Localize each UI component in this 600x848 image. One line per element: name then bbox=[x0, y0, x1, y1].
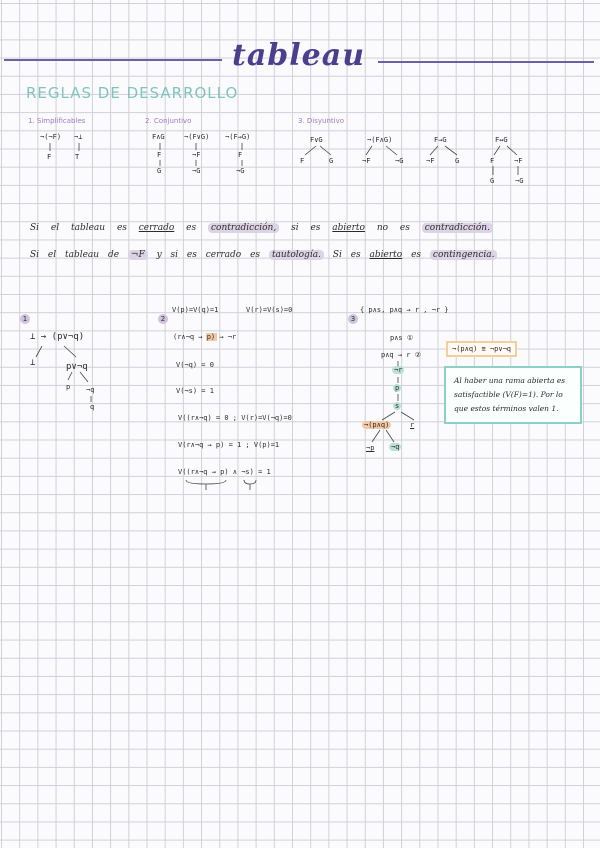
ex3-header: { p∧s, p∧q → r , ¬r } bbox=[360, 306, 449, 314]
conj-c2-1: ¬F bbox=[192, 151, 201, 159]
ex2-line-4: V((r∧¬q) = 0 ; V(r)=V(¬q)=0 bbox=[178, 414, 292, 422]
s2-b: ¬F bbox=[128, 250, 148, 260]
s1-h: contradicción. bbox=[422, 223, 493, 233]
s2-e: es bbox=[250, 250, 261, 260]
page-title: tableau bbox=[232, 38, 366, 73]
ex2-line-5: V(r∧¬q → p) = 1 ; V(p)=1 bbox=[178, 441, 280, 449]
disy-t2-root: ¬(F∧G) bbox=[367, 136, 393, 144]
conj-c2-0: ¬(F∨G) bbox=[184, 133, 210, 141]
disy-t4-root: F↔G bbox=[495, 136, 508, 144]
ex1-leaf-p: p bbox=[66, 383, 71, 391]
ex3-equivalence: ¬(p∧q) ≡ ¬p∨¬q bbox=[446, 341, 517, 357]
ex2-braces bbox=[176, 478, 276, 498]
s2-j: contingencia. bbox=[430, 250, 498, 260]
sentence-1 bbox=[30, 223, 493, 233]
simp-col2-top: ¬⊥ bbox=[74, 133, 83, 141]
conj-c1-1: F bbox=[157, 151, 162, 159]
conj-c3-0: ¬(F→G) bbox=[225, 133, 251, 141]
s2-f: tautología. bbox=[269, 250, 324, 260]
ex1-leaf-nq: ¬q bbox=[86, 386, 95, 394]
disy-t4-l2: G bbox=[490, 177, 495, 185]
s1-a: Si el tableau es bbox=[30, 223, 127, 233]
ex1-number: 1 bbox=[20, 306, 30, 325]
disy-t3-r: G bbox=[455, 157, 460, 165]
disy-t1-r: G bbox=[329, 157, 334, 165]
s2-h: abierto bbox=[369, 250, 403, 260]
disy-t2-l: ¬F bbox=[362, 157, 371, 165]
ex3-node-2: p∧q → r ② bbox=[381, 351, 421, 359]
conj-c3-2: ¬G bbox=[236, 167, 245, 175]
ex3-node-1: p∧s ① bbox=[390, 334, 414, 342]
s2-d: cerrado bbox=[205, 250, 242, 260]
ex1-right: p∨¬q bbox=[66, 362, 88, 372]
conj-c2-2: ¬G bbox=[192, 167, 201, 175]
ex2-line-6: V((r∧¬q → p) ∧ ¬s) = 1 bbox=[178, 468, 271, 476]
s1-b: cerrado bbox=[138, 223, 175, 233]
ex2-number: 2 bbox=[158, 306, 168, 325]
ex2-header-b: V(r)=V(s)=0 bbox=[246, 306, 293, 314]
s2-a: Si el tableau de bbox=[30, 250, 120, 260]
conj-c1-2: G bbox=[157, 167, 162, 175]
ex3-node-3: ¬r bbox=[394, 366, 403, 374]
rule-label-disyuntivo: 3. Disyuntivo bbox=[298, 117, 345, 125]
s2-i: es bbox=[411, 250, 422, 260]
ex1-leaf-q: q bbox=[90, 403, 95, 411]
s1-e: si es bbox=[291, 223, 321, 233]
ex3-node-7: r bbox=[410, 421, 415, 429]
disy-t2-r: ¬G bbox=[395, 157, 404, 165]
disy-t1-l: F bbox=[300, 157, 305, 165]
conj-c3-1: F bbox=[238, 151, 243, 159]
ex3-node-8: ¬p bbox=[366, 444, 375, 452]
disy-t3-l: ¬F bbox=[426, 157, 435, 165]
ex3-number: 3 bbox=[348, 306, 358, 325]
ex3-node-4: p bbox=[395, 384, 400, 392]
disy-t3-root: F→G bbox=[434, 136, 447, 144]
ex1-tree-lines bbox=[0, 320, 120, 420]
ex2-header-a: V(p)=V(q)=1 bbox=[172, 306, 219, 314]
disy-t4-r1: ¬F bbox=[514, 157, 523, 165]
s2-g: Si es bbox=[332, 250, 361, 260]
ex2-line-3: V(¬s) = 1 bbox=[176, 387, 214, 395]
ex3-note: Al haber una rama abierta es satisfactible (V(F)=1). Por lo que estos términos valen 1. bbox=[444, 366, 582, 424]
conj-c1-0: F∧G bbox=[152, 133, 165, 141]
rule-label-simplificables: 1. Simplificables bbox=[28, 117, 86, 125]
s1-f: abierto bbox=[332, 223, 365, 233]
s2-c: y si es bbox=[156, 250, 197, 260]
ex3-node-6: ¬(p∧q) bbox=[364, 421, 390, 429]
simp-col1-bot: F bbox=[47, 153, 52, 161]
simp-col2-bot: T bbox=[75, 153, 80, 161]
ex3-node-9: ¬q bbox=[391, 443, 400, 451]
s1-g: no es bbox=[376, 223, 410, 233]
ex3-node-5: s bbox=[395, 402, 400, 410]
simp-col1-top: ¬(¬F) bbox=[40, 133, 62, 141]
rule-label-conjuntivo: 2. Conjuntivo bbox=[145, 117, 192, 125]
disy-t4-r2: ¬G bbox=[515, 177, 524, 185]
ex1-left: ⊥ bbox=[30, 358, 36, 368]
s1-c: es bbox=[186, 223, 197, 233]
sentence-2 bbox=[30, 250, 497, 260]
ex2-line-2: V(¬q) = 0 bbox=[176, 361, 214, 369]
section-heading: REGLAS DE DESARROLLO bbox=[26, 84, 239, 102]
ex2-line-1: (r∧¬q → p) → ¬r bbox=[173, 333, 237, 341]
disy-t4-l1: F bbox=[490, 157, 495, 165]
rules-tree-lines bbox=[0, 0, 600, 200]
ex1-root: ⊥ → (p∨¬q) bbox=[30, 332, 85, 342]
s1-d: contradicción, bbox=[208, 223, 279, 233]
disy-t1-root: F∨G bbox=[310, 136, 323, 144]
